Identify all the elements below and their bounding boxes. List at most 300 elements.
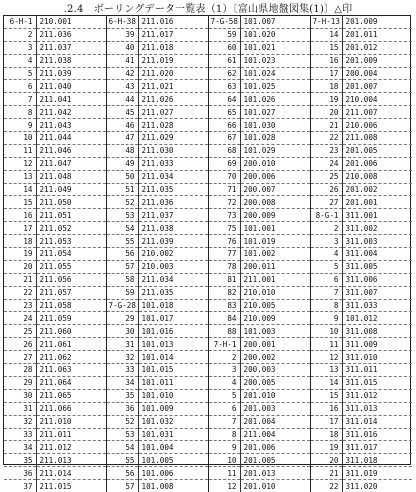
boring-id-cell: 6-H-38 xyxy=(106,16,138,28)
boring-value-cell: 211.060 xyxy=(36,325,106,338)
boring-value-cell: 211.015 xyxy=(36,480,106,492)
table-row xyxy=(4,351,412,364)
boring-value-cell: 211.007 xyxy=(342,106,412,119)
boring-id-cell: 12 xyxy=(310,351,342,364)
boring-value-cell: 211.037 xyxy=(138,209,208,222)
boring-id-cell: 17 xyxy=(310,415,342,428)
boring-value-cell: 210.005 xyxy=(240,299,310,312)
boring-id-cell: 20 xyxy=(310,454,342,467)
boring-id-cell: 20 xyxy=(4,260,36,273)
boring-value-cell: 311.001 xyxy=(342,209,412,222)
boring-id-cell: 7-H-13 xyxy=(310,16,342,28)
boring-value-cell: 200.008 xyxy=(240,196,310,209)
boring-id-cell: 68 xyxy=(208,144,240,157)
table-row xyxy=(4,183,412,196)
boring-value-cell: 211.016 xyxy=(138,16,208,28)
boring-value-cell: 311.005 xyxy=(342,260,412,273)
boring-id-cell: 31 xyxy=(4,402,36,415)
boring-value-cell: 211.035 xyxy=(138,286,208,299)
boring-id-cell: 25 xyxy=(310,170,342,183)
boring-id-cell: 34 xyxy=(106,376,138,389)
boring-value-cell: 211.066 xyxy=(36,402,106,415)
boring-id-cell: 6-H-1 xyxy=(4,16,36,28)
boring-id-cell: 14 xyxy=(310,376,342,389)
table-row xyxy=(4,106,412,119)
boring-id-cell: 10 xyxy=(4,132,36,145)
boring-id-cell: 5 xyxy=(310,260,342,273)
boring-id-cell: 88 xyxy=(208,325,240,338)
boring-data-table-frame xyxy=(3,15,411,491)
boring-value-cell: 211.034 xyxy=(138,273,208,286)
table-row xyxy=(4,389,412,402)
boring-id-cell: 59 xyxy=(208,28,240,41)
boring-id-cell: 84 xyxy=(208,312,240,325)
boring-id-cell: 23 xyxy=(310,144,342,157)
boring-value-cell: 201.012 xyxy=(342,41,412,54)
boring-value-cell: 101.024 xyxy=(240,67,310,80)
boring-value-cell: 101.002 xyxy=(240,248,310,261)
boring-value-cell: 201.004 xyxy=(240,415,310,428)
boring-value-cell: 201.006 xyxy=(342,157,412,170)
table-row xyxy=(4,299,412,312)
boring-id-cell: 14 xyxy=(4,183,36,196)
boring-id-cell: 20 xyxy=(310,106,342,119)
boring-id-cell: 29 xyxy=(4,376,36,389)
boring-id-cell: 52 xyxy=(106,196,138,209)
boring-value-cell: 211.058 xyxy=(36,299,106,312)
boring-id-cell: 31 xyxy=(106,338,138,351)
boring-value-cell: 211.039 xyxy=(138,235,208,248)
boring-id-cell: 18 xyxy=(310,428,342,441)
boring-value-cell: 311.006 xyxy=(342,273,412,286)
boring-id-cell: 57 xyxy=(106,480,138,492)
boring-value-cell: 201.005 xyxy=(342,144,412,157)
boring-id-cell: 3 xyxy=(208,364,240,377)
boring-id-cell: 67 xyxy=(208,132,240,145)
boring-value-cell: 200.005 xyxy=(240,376,310,389)
boring-value-cell: 211.065 xyxy=(36,389,106,402)
boring-id-cell: 7 xyxy=(4,93,36,106)
boring-id-cell: 8 xyxy=(4,106,36,119)
boring-id-cell: 35 xyxy=(106,389,138,402)
boring-id-cell: 54 xyxy=(106,222,138,235)
boring-id-cell: 32 xyxy=(106,351,138,364)
boring-value-cell: 201.010 xyxy=(240,389,310,402)
boring-value-cell: 211.038 xyxy=(36,54,106,67)
boring-value-cell: 200.003 xyxy=(240,364,310,377)
table-row xyxy=(4,28,412,41)
boring-value-cell: 211.056 xyxy=(36,273,106,286)
boring-value-cell: 211.037 xyxy=(36,41,106,54)
boring-value-cell: 311.019 xyxy=(342,467,412,480)
boring-value-cell: 101.020 xyxy=(240,28,310,41)
table-row xyxy=(4,144,412,157)
boring-value-cell: 211.050 xyxy=(36,196,106,209)
boring-id-cell: 57 xyxy=(106,260,138,273)
boring-id-cell: 12 xyxy=(208,480,240,492)
boring-value-cell: 311.004 xyxy=(342,248,412,261)
boring-value-cell: 200.004 xyxy=(342,67,412,80)
boring-value-cell: 101.025 xyxy=(240,80,310,93)
boring-value-cell: 210.004 xyxy=(342,93,412,106)
boring-id-cell: 4 xyxy=(208,376,240,389)
boring-id-cell: 72 xyxy=(208,196,240,209)
boring-value-cell: 201.009 xyxy=(342,54,412,67)
boring-id-cell: 23 xyxy=(4,299,36,312)
boring-id-cell: 41 xyxy=(106,54,138,67)
boring-id-cell: 52 xyxy=(106,415,138,428)
boring-value-cell: 201.010 xyxy=(240,480,310,492)
boring-id-cell: 5 xyxy=(4,67,36,80)
boring-value-cell: 101.021 xyxy=(240,41,310,54)
boring-value-cell: 201.013 xyxy=(240,467,310,480)
boring-id-cell: 8-G-1 xyxy=(310,209,342,222)
boring-id-cell: 11 xyxy=(310,338,342,351)
boring-id-cell: 26 xyxy=(4,338,36,351)
boring-value-cell: 101.016 xyxy=(138,325,208,338)
boring-value-cell: 101.028 xyxy=(240,132,310,145)
boring-id-cell: 13 xyxy=(4,170,36,183)
boring-value-cell: 211.044 xyxy=(36,132,106,145)
boring-value-cell: 311.013 xyxy=(342,402,412,415)
boring-id-cell: 37 xyxy=(4,480,36,492)
boring-id-cell: 26 xyxy=(310,183,342,196)
boring-id-cell: 66 xyxy=(208,119,240,132)
boring-id-cell: 50 xyxy=(106,170,138,183)
boring-value-cell: 101.006 xyxy=(138,467,208,480)
boring-value-cell: 201.007 xyxy=(342,80,412,93)
boring-id-cell: 76 xyxy=(208,235,240,248)
table-row xyxy=(4,67,412,80)
boring-id-cell: 33 xyxy=(4,428,36,441)
boring-id-cell: 40 xyxy=(106,41,138,54)
boring-id-cell: 13 xyxy=(310,364,342,377)
boring-value-cell: 200.007 xyxy=(240,183,310,196)
boring-value-cell: 101.018 xyxy=(138,299,208,312)
boring-value-cell: 211.012 xyxy=(36,441,106,454)
boring-value-cell: 101.023 xyxy=(240,54,310,67)
table-row xyxy=(4,54,412,67)
boring-value-cell: 211.030 xyxy=(138,144,208,157)
boring-id-cell: 7 xyxy=(208,415,240,428)
boring-value-cell: 201.009 xyxy=(342,16,412,28)
boring-id-cell: 18 xyxy=(310,80,342,93)
boring-id-cell: 63 xyxy=(208,80,240,93)
table-row xyxy=(4,364,412,377)
boring-id-cell: 14 xyxy=(310,28,342,41)
boring-value-cell: 200.011 xyxy=(240,260,310,273)
table-row xyxy=(4,119,412,132)
boring-value-cell: 211.029 xyxy=(138,132,208,145)
boring-id-cell: 30 xyxy=(106,325,138,338)
boring-id-cell: 10 xyxy=(208,454,240,467)
boring-value-cell: 211.049 xyxy=(36,183,106,196)
boring-id-cell: 54 xyxy=(106,441,138,454)
table-row xyxy=(4,93,412,106)
boring-value-cell: 211.035 xyxy=(138,183,208,196)
table-row xyxy=(4,286,412,299)
boring-id-cell: 49 xyxy=(106,157,138,170)
table-row xyxy=(4,16,412,28)
boring-value-cell: 211.051 xyxy=(36,209,106,222)
boring-id-cell: 21 xyxy=(310,467,342,480)
boring-id-cell: 51 xyxy=(106,183,138,196)
boring-value-cell: 101.030 xyxy=(240,119,310,132)
boring-value-cell: 211.042 xyxy=(36,106,106,119)
boring-value-cell: 101.001 xyxy=(240,222,310,235)
boring-value-cell: 311.010 xyxy=(342,351,412,364)
boring-id-cell: 9 xyxy=(310,312,342,325)
boring-value-cell: 211.053 xyxy=(36,235,106,248)
table-row xyxy=(4,41,412,54)
boring-value-cell: 211.061 xyxy=(36,338,106,351)
boring-value-cell: 311.014 xyxy=(342,415,412,428)
boring-value-cell: 211.040 xyxy=(36,80,106,93)
table-row xyxy=(4,415,412,428)
boring-id-cell: 27 xyxy=(4,351,36,364)
boring-id-cell: 21 xyxy=(4,273,36,286)
boring-id-cell: 46 xyxy=(106,119,138,132)
boring-id-cell: 19 xyxy=(310,93,342,106)
boring-value-cell: 211.034 xyxy=(138,170,208,183)
boring-value-cell: 210.001 xyxy=(36,16,106,28)
boring-id-cell: 27 xyxy=(310,196,342,209)
boring-value-cell: 211.059 xyxy=(36,312,106,325)
boring-data-table xyxy=(4,16,412,492)
boring-id-cell: 55 xyxy=(106,454,138,467)
boring-id-cell: 60 xyxy=(208,41,240,54)
boring-value-cell: 101.010 xyxy=(138,389,208,402)
boring-value-cell: 211.017 xyxy=(138,28,208,41)
boring-value-cell: 210.003 xyxy=(138,260,208,273)
boring-value-cell: 311.017 xyxy=(342,441,412,454)
table-row xyxy=(4,196,412,209)
boring-id-cell: 7-H-1 xyxy=(208,338,240,351)
boring-id-cell: 69 xyxy=(208,157,240,170)
boring-id-cell: 36 xyxy=(4,467,36,480)
boring-id-cell: 6 xyxy=(208,402,240,415)
boring-id-cell: 29 xyxy=(106,312,138,325)
boring-value-cell: 211.008 xyxy=(342,132,412,145)
boring-id-cell: 77 xyxy=(208,248,240,261)
boring-id-cell: 7-G-28 xyxy=(106,299,138,312)
boring-value-cell: 101.012 xyxy=(342,312,412,325)
boring-value-cell: 211.062 xyxy=(36,351,106,364)
table-row xyxy=(4,132,412,145)
table-row xyxy=(4,441,412,454)
boring-value-cell: 311.007 xyxy=(342,286,412,299)
boring-id-cell: 39 xyxy=(106,28,138,41)
boring-id-cell: 56 xyxy=(106,467,138,480)
boring-value-cell: 211.043 xyxy=(36,119,106,132)
boring-value-cell: 101.032 xyxy=(138,415,208,428)
boring-id-cell: 82 xyxy=(208,286,240,299)
boring-value-cell: 311.033 xyxy=(342,299,412,312)
boring-value-cell: 211.021 xyxy=(138,80,208,93)
boring-id-cell: 73 xyxy=(208,209,240,222)
table-row xyxy=(4,454,412,467)
boring-id-cell: 25 xyxy=(4,325,36,338)
boring-id-cell: 42 xyxy=(106,67,138,80)
boring-id-cell: 6 xyxy=(4,80,36,93)
boring-value-cell: 311.020 xyxy=(345,481,378,491)
boring-value-cell: 200.001 xyxy=(240,338,310,351)
boring-value-cell: 211.026 xyxy=(138,93,208,106)
boring-id-cell: 22 xyxy=(310,132,342,145)
boring-id-cell: 15 xyxy=(310,389,342,402)
boring-value-cell: 211.020 xyxy=(138,67,208,80)
boring-value-cell: 211.055 xyxy=(36,260,106,273)
boring-id-cell: 15 xyxy=(310,41,342,54)
boring-id-cell: 11 xyxy=(4,144,36,157)
boring-id-cell: 36 xyxy=(106,402,138,415)
boring-id-cell: 19 xyxy=(4,248,36,261)
boring-value-cell: 211.033 xyxy=(138,157,208,170)
table-row xyxy=(4,222,412,235)
boring-value-cell: 311.012 xyxy=(342,389,412,402)
boring-id-cell: 34 xyxy=(4,441,36,454)
boring-id-cell: 30 xyxy=(4,389,36,402)
boring-value-cell: 101.007 xyxy=(240,16,310,28)
boring-id-cell: 44 xyxy=(106,93,138,106)
boring-value-cell: 201.001 xyxy=(342,196,412,209)
boring-id-cell: 33 xyxy=(106,364,138,377)
boring-value-cell: 311.018 xyxy=(342,454,412,467)
boring-id-cell: 2 xyxy=(4,28,36,41)
boring-value-cell: 211.064 xyxy=(36,376,106,389)
boring-value-cell: 211.048 xyxy=(36,170,106,183)
boring-value-cell: 101.008 xyxy=(138,480,208,492)
table-row xyxy=(4,209,412,222)
boring-id-cell: 16 xyxy=(4,209,36,222)
table-row xyxy=(4,273,412,286)
boring-id-cell: 75 xyxy=(208,222,240,235)
boring-id-cell: 7-G-58 xyxy=(208,16,240,28)
table-row xyxy=(4,80,412,93)
boring-value-cell: 211.028 xyxy=(138,119,208,132)
table-row xyxy=(4,428,412,441)
boring-id-cell: 3 xyxy=(310,235,342,248)
boring-value-cell: 211.054 xyxy=(36,248,106,261)
boring-id-cell: 35 xyxy=(4,454,36,467)
boring-value-cell: 211.063 xyxy=(36,364,106,377)
boring-value-cell: 311.008 xyxy=(342,325,412,338)
boring-value-cell: 101.019 xyxy=(240,235,310,248)
boring-value-cell: 211.027 xyxy=(138,106,208,119)
boring-id-cell: 59 xyxy=(106,286,138,299)
boring-id-cell: 24 xyxy=(310,157,342,170)
boring-id-cell: 12 xyxy=(4,157,36,170)
table-body xyxy=(4,16,412,492)
boring-value-cell: 211.036 xyxy=(36,28,106,41)
table-row xyxy=(4,312,412,325)
boring-id-cell: 5 xyxy=(208,389,240,402)
boring-id-cell: 58 xyxy=(106,273,138,286)
boring-value-cell: 211.013 xyxy=(36,454,106,467)
boring-value-cell: 311.016 xyxy=(342,428,412,441)
boring-id-cell: 2 xyxy=(310,222,342,235)
boring-value-cell: 101.011 xyxy=(138,376,208,389)
boring-value-cell: 211.036 xyxy=(138,196,208,209)
boring-id-cell: 8 xyxy=(310,299,342,312)
table-row xyxy=(4,376,412,389)
boring-value-cell: 211.014 xyxy=(36,467,106,480)
boring-value-cell: 211.052 xyxy=(36,222,106,235)
boring-value-cell: 201.002 xyxy=(342,183,412,196)
table-row xyxy=(4,480,412,492)
boring-value-cell: 210.006 xyxy=(342,119,412,132)
boring-id-cell: 18 xyxy=(4,235,36,248)
boring-value-cell: 200.002 xyxy=(240,351,310,364)
boring-value-cell: 210.002 xyxy=(138,248,208,261)
boring-value-cell: 211.019 xyxy=(138,54,208,67)
table-row xyxy=(4,325,412,338)
boring-value-cell: 311.015 xyxy=(342,376,412,389)
boring-value-cell: 101.015 xyxy=(138,364,208,377)
table-row xyxy=(4,402,412,415)
boring-value-cell: 211.001 xyxy=(240,273,310,286)
boring-value-cell: 210.010 xyxy=(240,286,310,299)
table-row xyxy=(4,338,412,351)
boring-value-cell: 211.018 xyxy=(138,41,208,54)
boring-id-cell: 8 xyxy=(208,428,240,441)
boring-value-cell: 201.003 xyxy=(240,402,310,415)
boring-id-cell: 53 xyxy=(106,428,138,441)
boring-value-cell: 101.013 xyxy=(138,338,208,351)
boring-id-cell: 17 xyxy=(4,222,36,235)
boring-id-cell: 62 xyxy=(208,67,240,80)
page-title: .2.4 ボーリングデータ一覧表（1）〔富山県地盤図集(1)〕△印 xyxy=(63,4,353,15)
boring-id-cell: 45 xyxy=(106,106,138,119)
boring-id-cell: 4 xyxy=(4,54,36,67)
boring-value-cell: 101.031 xyxy=(138,428,208,441)
boring-id-cell: 48 xyxy=(106,144,138,157)
boring-value-cell: 201.011 xyxy=(342,28,412,41)
boring-value-cell: 210.009 xyxy=(240,312,310,325)
boring-value-cell: 211.010 xyxy=(36,415,106,428)
boring-value-cell: 101.026 xyxy=(240,93,310,106)
boring-id-cell: 56 xyxy=(106,248,138,261)
table-row xyxy=(4,260,412,273)
boring-value-cell: 211.038 xyxy=(138,222,208,235)
boring-id-cell: 22 xyxy=(310,480,342,492)
boring-id-cell: 65 xyxy=(208,106,240,119)
boring-id-cell: 3 xyxy=(4,41,36,54)
boring-id-cell: 61 xyxy=(208,54,240,67)
boring-id-cell: 28 xyxy=(4,364,36,377)
boring-id-cell: 64 xyxy=(208,93,240,106)
boring-id-cell: 2 xyxy=(208,351,240,364)
boring-id-cell: 10 xyxy=(310,325,342,338)
table-row xyxy=(4,170,412,183)
boring-value-cell: 211.046 xyxy=(36,144,106,157)
boring-value-cell: 311.011 xyxy=(342,364,412,377)
boring-value-cell: 200.006 xyxy=(240,170,310,183)
boring-value-cell: 101.003 xyxy=(240,325,310,338)
boring-value-cell: 211.011 xyxy=(36,428,106,441)
boring-value-cell: 210.008 xyxy=(342,170,412,183)
boring-value-cell: 101.009 xyxy=(138,402,208,415)
boring-value-cell: 101.027 xyxy=(240,106,310,119)
boring-value-cell: 101.005 xyxy=(138,454,208,467)
boring-value-cell: 201.006 xyxy=(240,441,310,454)
boring-value-cell: 201.005 xyxy=(240,454,310,467)
table-row xyxy=(4,157,412,170)
boring-id-cell: 11 xyxy=(208,467,240,480)
boring-id-cell: 9 xyxy=(4,119,36,132)
boring-id-cell: 7 xyxy=(310,286,342,299)
boring-value-cell: 101.017 xyxy=(138,312,208,325)
